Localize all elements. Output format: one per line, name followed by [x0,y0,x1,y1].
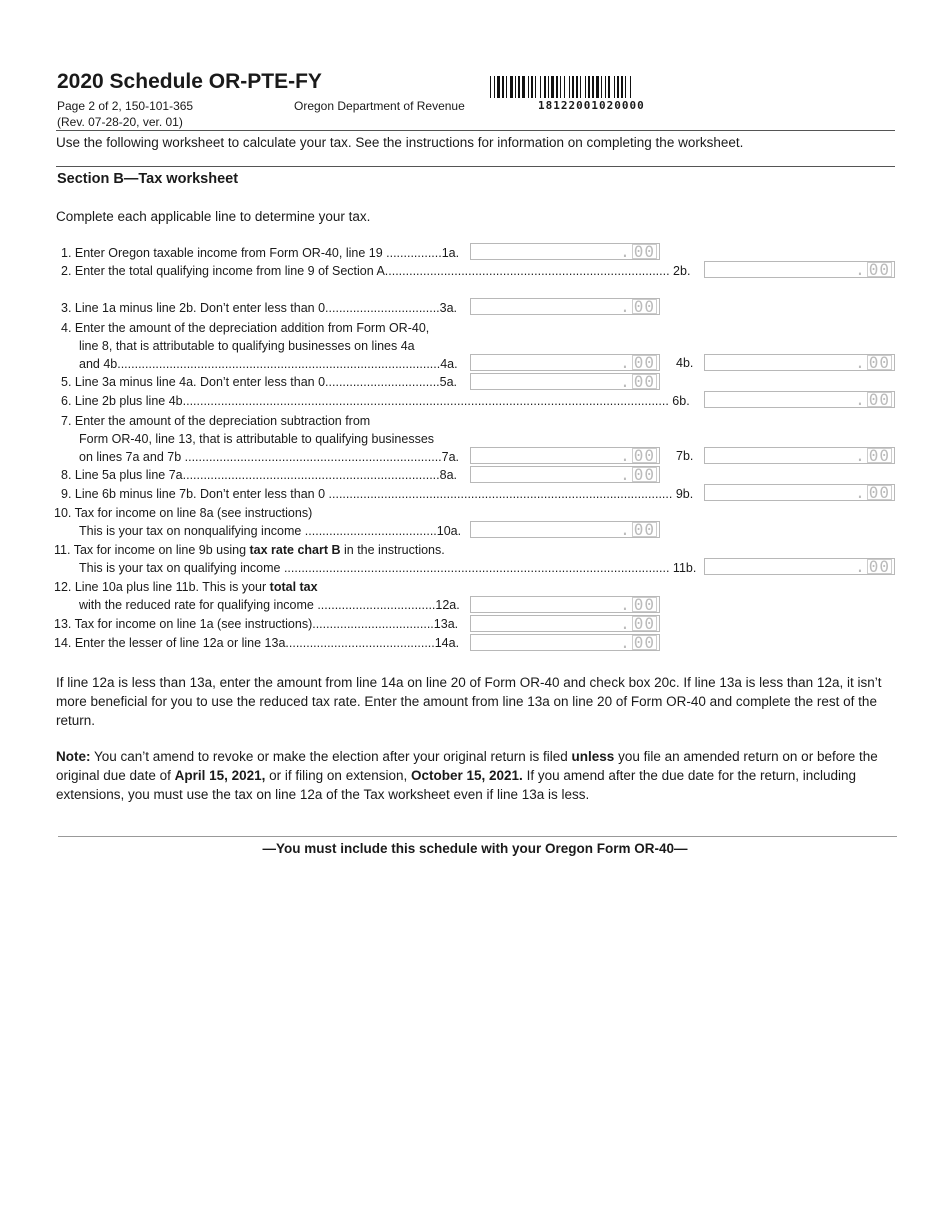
barcode-bar [494,76,495,98]
barcode-bar [506,76,507,98]
barcode-bar [518,76,520,98]
line-4b-input[interactable]: . 00 [704,354,895,371]
line-4-text: 4. Enter the amount of the depreciation addition from Form OR-40, [61,321,430,335]
barcode-bar [605,76,606,98]
barcode-bar [608,76,610,98]
line-2: 2. Enter the total qualifying income from line 9 of Section A.................................................................................. 2b. [61,264,691,278]
barcode-bar [569,76,570,98]
barcode-bar [548,76,549,98]
line-2b-input[interactable]: . 00 [704,261,895,278]
barcode-bar [497,76,500,98]
line-8a-input[interactable]: . 00 [470,466,660,483]
barcode-bar [625,76,626,98]
intro-text: Use the following worksheet to calculate your tax. See the instructions for information on completing the worksheet. [56,135,744,150]
line-7b-label: 7b. [676,449,694,463]
line-7b-input[interactable]: . 00 [704,447,895,464]
line-11b-input[interactable]: . 00 [704,558,895,575]
instruction-text: Complete each applicable line to determine your tax. [56,209,371,224]
line-14a-input[interactable]: . 00 [470,634,660,651]
line-7a-input[interactable]: . 00 [470,447,660,464]
barcode-bar [585,76,586,98]
barcode-bar [572,76,574,98]
barcode-bar [510,76,513,98]
line-7-text: on lines 7a and 7b ..........................................................................7a. [79,450,460,464]
line-9: 9. Line 6b minus line 7b. Don’t enter less than 0 ................................................................................................... 9b. [61,487,694,501]
line-8: 8. Line 5a plus line 7a..........................................................................8a. [61,468,457,482]
barcode-bar [617,76,619,98]
line-11-text: This is your tax on qualifying income ............................................................................................................... 11b. [79,561,697,575]
line-4-text: and 4b.............................................................................................4a. [79,357,458,371]
line-10-text: 10. Tax for income on line 8a (see instructions) [54,506,313,520]
footer-note: —You must include this schedule with your Oregon Form OR-40— [262,841,688,856]
line-4a-input[interactable]: . 00 [470,354,660,371]
line-13a-input[interactable]: . 00 [470,615,660,632]
barcode-bar [522,76,525,98]
line-12-text: 12. Line 10a plus line 11b. This is your total tax [54,580,318,594]
barcode-bar [614,76,615,98]
line-6b-input[interactable]: . 00 [704,391,895,408]
line-10a-input[interactable]: . 00 [470,521,660,538]
line-7-text: 7. Enter the amount of the depreciation subtraction from [61,414,371,428]
barcode-bar [621,76,623,98]
barcode-bar [502,76,504,98]
barcode-bar [540,76,541,98]
barcode-bar [556,76,558,98]
barcode-number: 18122001020000 [538,99,645,112]
barcode-bar [601,76,602,98]
barcode-bar [531,76,533,98]
line-12a-input[interactable]: . 00 [470,596,660,613]
agency-name: Oregon Department of Revenue [294,99,465,113]
line-9b-input[interactable]: . 00 [704,484,895,501]
barcode-bar [576,76,578,98]
line-3: 3. Line 1a minus line 2b. Don’t enter less than 0.................................3a. [61,301,458,315]
barcode-bar [535,76,536,98]
instruction-paragraph: If line 12a is less than 13a, enter the amount from line 14a on line 20 of Form OR-40 and check box 20c. If line 13a is less than 12a, it isn’t more beneficial for you to use the reduced tax rate. Enter the amount from line 13a on line 20 of Form OR-40 and complete the rest of the return. [56,675,882,728]
form-title: 2020 Schedule OR-PTE-FY [57,70,322,93]
note-paragraph: Note: You can’t amend to revoke or make the election after your original return is filed unless you file an amended return on or before the original due date of April 15, 2021, or if filing on extension, October 15, 2021. If you amend after the due date for the return, including extensions, you must use the tax on line 12a of the Tax worksheet even if line 13a is less. [56,749,878,802]
line-12-text: with the reduced rate for qualifying income ..................................12a. [79,598,460,612]
barcode-bar [515,76,516,98]
line-1: 1. Enter Oregon taxable income from Form OR-40, line 19 ................1a. [61,246,460,260]
line-13: 13. Tax for income on line 1a (see instructions)...................................13a. [54,617,459,631]
barcode-bar [592,76,594,98]
page-info: Page 2 of 2, 150-101-365 [57,99,194,113]
line-6: 6. Line 2b plus line 4b............................................................................................................................................ 6b. [61,394,690,408]
barcode-bar [596,76,599,98]
barcode-bar [580,76,581,98]
barcode-bar [630,76,631,98]
barcode-bar [544,76,546,98]
line-4b-label: 4b. [676,356,694,370]
barcode-bar [588,76,590,98]
barcode-bar [551,76,554,98]
line-3a-input[interactable]: . 00 [470,298,660,315]
divider [56,166,895,167]
line-5: 5. Line 3a minus line 4a. Don’t enter less than 0.................................5a. [61,375,458,389]
line-14: 14. Enter the lesser of line 12a or line 13a...........................................14a. [54,636,460,650]
section-title: Section B—Tax worksheet [57,171,239,187]
line-7-text: Form OR-40, line 13, that is attributable to qualifying businesses [79,432,435,446]
barcode-bar [490,76,491,98]
divider [56,130,895,131]
line-1a-input[interactable]: . 00 [470,243,660,260]
line-11-text: 11. Tax for income on line 9b using tax rate chart B in the instructions. [54,543,445,557]
line-4-text: line 8, that is attributable to qualifying businesses on lines 4a [79,339,415,353]
line-5a-input[interactable]: . 00 [470,373,660,390]
barcode-bar [528,76,529,98]
line-10-text: This is your tax on nonqualifying income ......................................10a. [79,524,462,538]
revision: (Rev. 07-28-20, ver. 01) [57,115,183,129]
barcode-bar [560,76,561,98]
barcode-bar [564,76,565,98]
barcode [490,76,702,98]
divider [58,836,897,837]
